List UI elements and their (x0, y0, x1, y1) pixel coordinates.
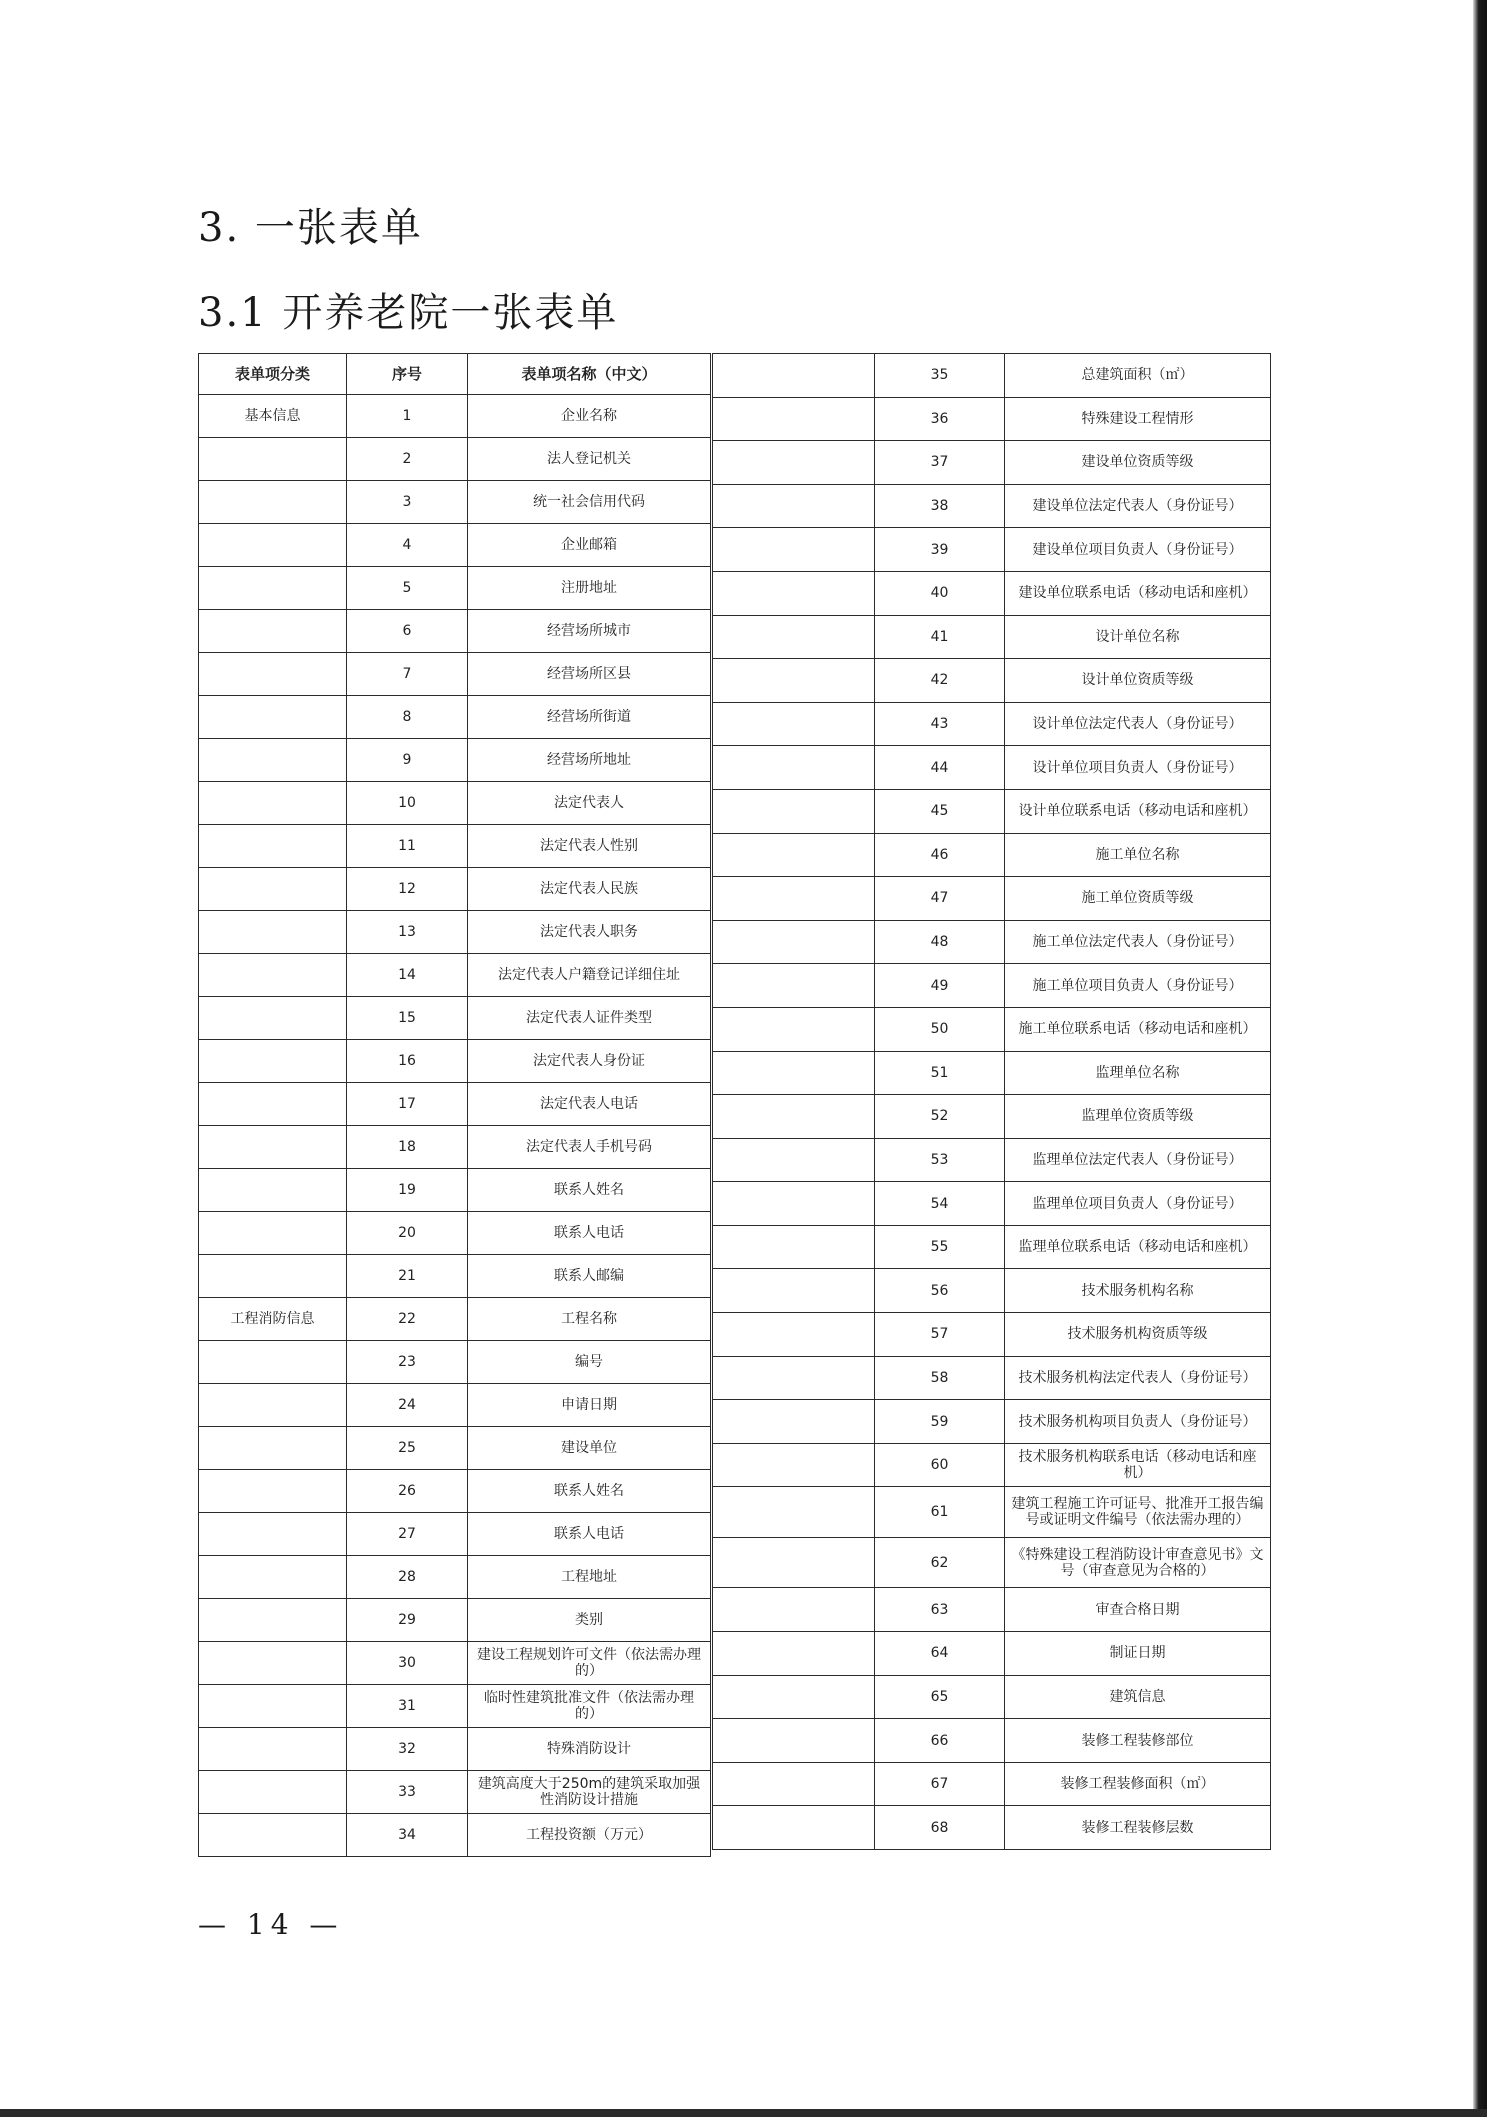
cell-name: 建设单位项目负责人（身份证号） (1005, 528, 1271, 572)
cell-no: 9 (347, 739, 468, 782)
form-table-right (712, 353, 1271, 1850)
cell-name: 注册地址 (468, 567, 711, 610)
cell-name: 经营场所街道 (468, 696, 711, 739)
cell-name: 法定代表人身份证 (468, 1040, 711, 1083)
table-row (199, 1470, 711, 1513)
table-row (199, 1083, 711, 1126)
cell-name: 施工单位资质等级 (1005, 877, 1271, 921)
table-row (199, 1384, 711, 1427)
cell-no: 51 (875, 1051, 1005, 1095)
cell-no: 7 (347, 653, 468, 696)
cell-name: 联系人姓名 (468, 1470, 711, 1513)
cell-name: 建筑信息 (1005, 1675, 1271, 1719)
cell-category (199, 911, 347, 954)
cell-no: 36 (875, 397, 1005, 441)
cell-no: 28 (347, 1556, 468, 1599)
table-row (199, 954, 711, 997)
table-row (199, 1255, 711, 1298)
cell-no: 53 (875, 1138, 1005, 1182)
cell-name: 设计单位法定代表人（身份证号） (1005, 702, 1271, 746)
table-row (199, 1556, 711, 1599)
cell-category (199, 610, 347, 653)
cell-no: 2 (347, 438, 468, 481)
cell-category (713, 528, 875, 572)
cell-category (199, 1728, 347, 1771)
cell-no: 27 (347, 1513, 468, 1556)
cell-name: 工程投资额（万元） (468, 1814, 711, 1857)
cell-name: 工程名称 (468, 1298, 711, 1341)
table-row (199, 481, 711, 524)
cell-category: 基本信息 (199, 395, 347, 438)
cell-no: 5 (347, 567, 468, 610)
cell-category (713, 1538, 875, 1588)
cell-name: 装修工程装修部位 (1005, 1719, 1271, 1763)
cell-category (199, 1556, 347, 1599)
cell-name: 建筑工程施工许可证号、批准开工报告编号或证明文件编号（依法需办理的） (1005, 1487, 1271, 1538)
cell-no: 62 (875, 1538, 1005, 1588)
table-row (199, 610, 711, 653)
table-row (199, 696, 711, 739)
cell-no: 35 (875, 354, 1005, 398)
table-row (713, 1719, 1271, 1763)
cell-no: 30 (347, 1642, 468, 1685)
table-row (713, 1632, 1271, 1676)
cell-category (713, 1487, 875, 1538)
cell-no: 23 (347, 1341, 468, 1384)
cell-category (713, 571, 875, 615)
table-row (199, 1040, 711, 1083)
cell-category (199, 524, 347, 567)
cell-name: 制证日期 (1005, 1632, 1271, 1676)
cell-name: 法定代表人性别 (468, 825, 711, 868)
cell-name: 设计单位名称 (1005, 615, 1271, 659)
cell-category (199, 438, 347, 481)
table-row (199, 911, 711, 954)
cell-no: 13 (347, 911, 468, 954)
table-row (713, 1588, 1271, 1632)
header-number: 序号 (347, 354, 468, 395)
cell-category (713, 964, 875, 1008)
table-row (713, 1356, 1271, 1400)
cell-name: 法定代表人职务 (468, 911, 711, 954)
cell-category (713, 1269, 875, 1313)
table-row (713, 1182, 1271, 1226)
table-header-row (199, 354, 711, 395)
cell-category (713, 441, 875, 485)
table-row (199, 1341, 711, 1384)
table-row (713, 528, 1271, 572)
table-row (713, 1806, 1271, 1850)
cell-name: 建设单位联系电话（移动电话和座机） (1005, 571, 1271, 615)
cell-no: 61 (875, 1487, 1005, 1538)
table-row (199, 1427, 711, 1470)
cell-no: 12 (347, 868, 468, 911)
table-row (199, 438, 711, 481)
cell-no: 25 (347, 1427, 468, 1470)
table-row (199, 1771, 711, 1814)
cell-category (199, 997, 347, 1040)
table-row (199, 1814, 711, 1857)
cell-no: 45 (875, 789, 1005, 833)
cell-name: 《特殊建设工程消防设计审查意见书》文号（审查意见为合格的） (1005, 1538, 1271, 1588)
cell-name: 施工单位名称 (1005, 833, 1271, 877)
cell-name: 施工单位法定代表人（身份证号） (1005, 920, 1271, 964)
cell-name: 联系人邮编 (468, 1255, 711, 1298)
cell-category (199, 1513, 347, 1556)
cell-name: 法定代表人电话 (468, 1083, 711, 1126)
cell-no: 16 (347, 1040, 468, 1083)
table-row (713, 833, 1271, 877)
subsection-heading: 3.1 开养老院一张表单 (198, 290, 619, 336)
cell-category (199, 954, 347, 997)
cell-category (713, 1588, 875, 1632)
cell-category (199, 1126, 347, 1169)
form-table-left (198, 353, 711, 1857)
cell-name: 监理单位项目负责人（身份证号） (1005, 1182, 1271, 1226)
cell-no: 44 (875, 746, 1005, 790)
cell-category (713, 1313, 875, 1357)
cell-no: 37 (875, 441, 1005, 485)
cell-category (713, 746, 875, 790)
table-row (713, 1225, 1271, 1269)
cell-category: 工程消防信息 (199, 1298, 347, 1341)
cell-category (199, 653, 347, 696)
cell-category (199, 1083, 347, 1126)
table-row (713, 746, 1271, 790)
cell-name: 类别 (468, 1599, 711, 1642)
cell-no: 49 (875, 964, 1005, 1008)
cell-no: 10 (347, 782, 468, 825)
table-row (713, 354, 1271, 398)
cell-name: 施工单位项目负责人（身份证号） (1005, 964, 1271, 1008)
cell-name: 技术服务机构资质等级 (1005, 1313, 1271, 1357)
table-row (199, 1685, 711, 1728)
table-row (713, 1313, 1271, 1357)
cell-category (199, 782, 347, 825)
cell-name: 技术服务机构名称 (1005, 1269, 1271, 1313)
cell-name: 法人登记机关 (468, 438, 711, 481)
cell-name: 经营场所地址 (468, 739, 711, 782)
cell-no: 58 (875, 1356, 1005, 1400)
table-row (713, 964, 1271, 1008)
cell-no: 15 (347, 997, 468, 1040)
cell-name: 联系人电话 (468, 1513, 711, 1556)
cell-category (199, 825, 347, 868)
cell-no: 65 (875, 1675, 1005, 1719)
cell-category (199, 739, 347, 782)
cell-category (199, 1040, 347, 1083)
table-row (199, 1642, 711, 1685)
cell-category (199, 1470, 347, 1513)
cell-category (713, 1051, 875, 1095)
header-name: 表单项名称（中文） (468, 354, 711, 395)
table-row (199, 1212, 711, 1255)
cell-category (199, 1599, 347, 1642)
cell-category (713, 1632, 875, 1676)
table-row (199, 1126, 711, 1169)
cell-no: 48 (875, 920, 1005, 964)
cell-name: 法定代表人证件类型 (468, 997, 711, 1040)
table-row (199, 868, 711, 911)
cell-no: 47 (875, 877, 1005, 921)
cell-name: 联系人电话 (468, 1212, 711, 1255)
cell-category (199, 1685, 347, 1728)
cell-name: 企业名称 (468, 395, 711, 438)
cell-name: 经营场所区县 (468, 653, 711, 696)
cell-no: 32 (347, 1728, 468, 1771)
cell-name: 总建筑面积（㎡） (1005, 354, 1271, 398)
cell-no: 20 (347, 1212, 468, 1255)
table-row (713, 1675, 1271, 1719)
cell-no: 52 (875, 1095, 1005, 1139)
table-row (713, 1487, 1271, 1538)
cell-name: 特殊消防设计 (468, 1728, 711, 1771)
cell-name: 编号 (468, 1341, 711, 1384)
cell-no: 67 (875, 1762, 1005, 1806)
cell-category (713, 1675, 875, 1719)
cell-name: 临时性建筑批准文件（依法需办理的） (468, 1685, 711, 1728)
cell-no: 41 (875, 615, 1005, 659)
cell-category (713, 397, 875, 441)
cell-category (713, 354, 875, 398)
cell-no: 63 (875, 1588, 1005, 1632)
cell-no: 8 (347, 696, 468, 739)
cell-category (199, 1212, 347, 1255)
cell-name: 建设单位资质等级 (1005, 441, 1271, 485)
cell-name: 设计单位联系电话（移动电话和座机） (1005, 789, 1271, 833)
table-row (199, 1298, 711, 1341)
table-row (199, 653, 711, 696)
cell-no: 39 (875, 528, 1005, 572)
table-row (713, 877, 1271, 921)
table-row (199, 739, 711, 782)
table-row (199, 997, 711, 1040)
cell-category (199, 1427, 347, 1470)
table-row (713, 397, 1271, 441)
cell-category (713, 877, 875, 921)
cell-no: 18 (347, 1126, 468, 1169)
cell-no: 24 (347, 1384, 468, 1427)
cell-category (199, 481, 347, 524)
table-row (713, 1538, 1271, 1588)
cell-no: 1 (347, 395, 468, 438)
scan-edge-right (1473, 0, 1487, 2117)
table-row (199, 825, 711, 868)
table-row (199, 567, 711, 610)
cell-name: 建设工程规划许可文件（依法需办理的） (468, 1642, 711, 1685)
cell-category (199, 1169, 347, 1212)
cell-no: 68 (875, 1806, 1005, 1850)
cell-category (713, 659, 875, 703)
table-row (713, 1007, 1271, 1051)
cell-no: 54 (875, 1182, 1005, 1226)
table-row (713, 920, 1271, 964)
cell-no: 57 (875, 1313, 1005, 1357)
cell-category (713, 789, 875, 833)
table-row (199, 395, 711, 438)
cell-no: 59 (875, 1400, 1005, 1444)
table-row (713, 659, 1271, 703)
cell-no: 46 (875, 833, 1005, 877)
table-row (713, 1400, 1271, 1444)
table-row (713, 1269, 1271, 1313)
cell-name: 设计单位项目负责人（身份证号） (1005, 746, 1271, 790)
scan-edge-bottom (0, 2109, 1487, 2117)
cell-no: 21 (347, 1255, 468, 1298)
cell-no: 66 (875, 1719, 1005, 1763)
cell-category (713, 1719, 875, 1763)
cell-no: 56 (875, 1269, 1005, 1313)
table-row (713, 1095, 1271, 1139)
cell-no: 11 (347, 825, 468, 868)
header-category: 表单项分类 (199, 354, 347, 395)
cell-category (199, 1771, 347, 1814)
cell-category (713, 1762, 875, 1806)
cell-no: 19 (347, 1169, 468, 1212)
cell-category (713, 1095, 875, 1139)
cell-no: 34 (347, 1814, 468, 1857)
cell-category (199, 1341, 347, 1384)
table-row (713, 441, 1271, 485)
cell-category (713, 1806, 875, 1850)
cell-no: 3 (347, 481, 468, 524)
table-row (199, 1169, 711, 1212)
cell-name: 装修工程装修层数 (1005, 1806, 1271, 1850)
cell-no: 38 (875, 484, 1005, 528)
cell-name: 建设单位法定代表人（身份证号） (1005, 484, 1271, 528)
cell-name: 技术服务机构联系电话（移动电话和座机） (1005, 1443, 1271, 1487)
table-row (713, 1443, 1271, 1487)
table-row (713, 484, 1271, 528)
cell-name: 法定代表人 (468, 782, 711, 825)
cell-no: 4 (347, 524, 468, 567)
cell-name: 工程地址 (468, 1556, 711, 1599)
cell-name: 审查合格日期 (1005, 1588, 1271, 1632)
cell-category (713, 1138, 875, 1182)
cell-no: 64 (875, 1632, 1005, 1676)
cell-name: 特殊建设工程情形 (1005, 397, 1271, 441)
cell-no: 14 (347, 954, 468, 997)
cell-category (199, 1642, 347, 1685)
table-row (199, 1728, 711, 1771)
table-row (713, 702, 1271, 746)
cell-name: 监理单位联系电话（移动电话和座机） (1005, 1225, 1271, 1269)
cell-name: 设计单位资质等级 (1005, 659, 1271, 703)
cell-no: 60 (875, 1443, 1005, 1487)
cell-category (713, 1400, 875, 1444)
cell-category (713, 1225, 875, 1269)
cell-category (713, 615, 875, 659)
cell-category (199, 696, 347, 739)
cell-category (713, 702, 875, 746)
cell-name: 统一社会信用代码 (468, 481, 711, 524)
cell-no: 26 (347, 1470, 468, 1513)
cell-no: 50 (875, 1007, 1005, 1051)
cell-name: 技术服务机构项目负责人（身份证号） (1005, 1400, 1271, 1444)
cell-no: 6 (347, 610, 468, 653)
cell-no: 43 (875, 702, 1005, 746)
cell-category (713, 920, 875, 964)
table-row (713, 789, 1271, 833)
cell-name: 监理单位法定代表人（身份证号） (1005, 1138, 1271, 1182)
cell-name: 联系人姓名 (468, 1169, 711, 1212)
cell-name: 法定代表人户籍登记详细住址 (468, 954, 711, 997)
table-row (713, 1051, 1271, 1095)
cell-no: 31 (347, 1685, 468, 1728)
cell-name: 施工单位联系电话（移动电话和座机） (1005, 1007, 1271, 1051)
table-row (199, 782, 711, 825)
table-row (713, 615, 1271, 659)
table-row (713, 1138, 1271, 1182)
cell-category (713, 484, 875, 528)
cell-category (713, 1443, 875, 1487)
table-row (713, 571, 1271, 615)
cell-name: 监理单位资质等级 (1005, 1095, 1271, 1139)
cell-no: 33 (347, 1771, 468, 1814)
cell-name: 建设单位 (468, 1427, 711, 1470)
cell-no: 22 (347, 1298, 468, 1341)
cell-no: 17 (347, 1083, 468, 1126)
cell-name: 法定代表人民族 (468, 868, 711, 911)
cell-name: 法定代表人手机号码 (468, 1126, 711, 1169)
cell-name: 企业邮箱 (468, 524, 711, 567)
cell-name: 建筑高度大于250m的建筑采取加强性消防设计措施 (468, 1771, 711, 1814)
cell-name: 技术服务机构法定代表人（身份证号） (1005, 1356, 1271, 1400)
cell-category (713, 1356, 875, 1400)
cell-no: 42 (875, 659, 1005, 703)
cell-category (713, 833, 875, 877)
section-heading: 3. 一张表单 (198, 205, 423, 251)
cell-category (713, 1182, 875, 1226)
table-row (713, 1762, 1271, 1806)
cell-category (199, 1384, 347, 1427)
table-row (199, 1513, 711, 1556)
cell-no: 29 (347, 1599, 468, 1642)
cell-category (199, 868, 347, 911)
cell-name: 申请日期 (468, 1384, 711, 1427)
table-row (199, 1599, 711, 1642)
cell-category (199, 567, 347, 610)
cell-no: 40 (875, 571, 1005, 615)
cell-category (199, 1255, 347, 1298)
cell-name: 监理单位名称 (1005, 1051, 1271, 1095)
cell-no: 55 (875, 1225, 1005, 1269)
cell-category (199, 1814, 347, 1857)
table-row (199, 524, 711, 567)
page-number: — 14 — (198, 1908, 344, 1941)
cell-name: 装修工程装修面积（㎡） (1005, 1762, 1271, 1806)
cell-category (713, 1007, 875, 1051)
cell-name: 经营场所城市 (468, 610, 711, 653)
